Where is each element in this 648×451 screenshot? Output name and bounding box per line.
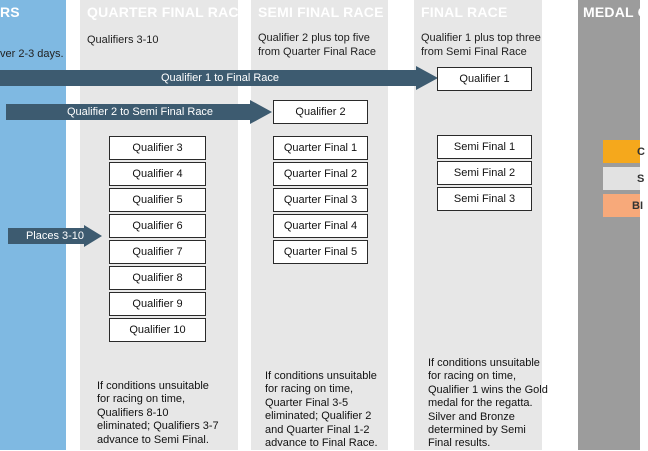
note-line: medal for the regatta. — [428, 397, 533, 410]
note-line: eliminated; Qualifiers 3-7 — [97, 420, 219, 433]
box-qualifier: Qualifier 5 — [109, 188, 206, 212]
box-qualifier: Qualifier 3 — [109, 136, 206, 160]
note-line: eliminated; Qualifier 2 — [265, 410, 372, 423]
box-semi-final: Semi Final 2 — [437, 161, 532, 185]
box-quarter-final: Quarter Final 5 — [273, 240, 368, 264]
note-line: advance to Semi Final. — [97, 433, 209, 446]
box-quarter-final: Quarter Final 4 — [273, 214, 368, 238]
semi-final-subtitle — [258, 31, 376, 59]
quarter-final-note — [97, 380, 219, 447]
box-qualifier-2: Qualifier 2 — [273, 100, 368, 124]
box-quarter-final: Quarter Final 1 — [273, 136, 368, 160]
box-semi-final: Semi Final 1 — [437, 135, 532, 159]
note-line: Final results. — [428, 437, 491, 450]
box-qualifier-1: Qualifier 1 — [437, 67, 532, 91]
note-line: Silver and Bronze — [428, 410, 515, 423]
box-quarter-final: Quarter Final 2 — [273, 162, 368, 186]
note-line: If conditions unsuitable — [428, 357, 540, 369]
semi-subtitle-line: from Quarter Final Race — [258, 46, 376, 58]
note-line: determined by Semi — [428, 424, 526, 437]
semi-final-note — [265, 370, 378, 450]
note-line: and Quarter Final 1-2 — [265, 423, 370, 436]
note-line: for racing on time, — [97, 393, 186, 406]
quarter-final-subtitle: Qualifiers 3-10 — [87, 34, 159, 46]
box-qualifier: Qualifier 8 — [109, 266, 206, 290]
qualifiers-subtitle: ver 2-3 days. — [0, 48, 64, 60]
note-line: for racing on time, — [428, 370, 517, 383]
note-line: Qualifier 1 wins the Gold — [428, 383, 548, 396]
semi-final-title: SEMI FINAL RACE — [258, 4, 384, 20]
box-semi-final: Semi Final 3 — [437, 187, 532, 211]
note-line: Qualifiers 8-10 — [97, 406, 169, 419]
arrow-label-qualifier1-to-final: Qualifier 1 to Final Race — [161, 72, 279, 84]
medal-bronze-label: BI — [632, 199, 643, 212]
box-qualifier: Qualifier 6 — [109, 214, 206, 238]
medal-title: MEDAL C — [583, 4, 648, 20]
box-qualifier: Qualifier 9 — [109, 292, 206, 316]
arrow-label-places: Places 3-10 — [25, 230, 85, 242]
final-subtitle-line: from Semi Final Race — [421, 46, 527, 58]
medal-bronze — [603, 194, 643, 217]
medal-silver — [603, 167, 645, 190]
medal-gold — [603, 140, 645, 163]
note-line: Quarter Final 3-5 — [265, 396, 349, 409]
note-line: advance to Final Race. — [265, 437, 378, 450]
note-line: If conditions unsuitable — [265, 370, 377, 382]
final-note — [428, 357, 548, 451]
medal-gold-label: C — [637, 145, 645, 158]
qualifiers-title: RS — [0, 4, 20, 20]
box-quarter-final: Quarter Final 3 — [273, 188, 368, 212]
medal-silver-label: S — [637, 172, 645, 185]
box-qualifier: Qualifier 10 — [109, 318, 206, 342]
semi-subtitle-line: Qualifier 2 plus top five — [258, 32, 370, 44]
box-qualifier: Qualifier 7 — [109, 240, 206, 264]
final-subtitle-line: Qualifier 1 plus top three — [421, 32, 541, 44]
box-qualifier: Qualifier 4 — [109, 162, 206, 186]
final-title: FINAL RACE — [421, 4, 508, 20]
note-line: If conditions unsuitable — [97, 380, 209, 392]
quarter-final-title: QUARTER FINAL RACE — [87, 4, 249, 20]
note-line: for racing on time, — [265, 383, 354, 396]
final-subtitle — [421, 31, 541, 59]
arrow-label-qualifier2-to-semi: Qualifier 2 to Semi Final Race — [66, 106, 214, 118]
medal-column — [578, 0, 640, 450]
